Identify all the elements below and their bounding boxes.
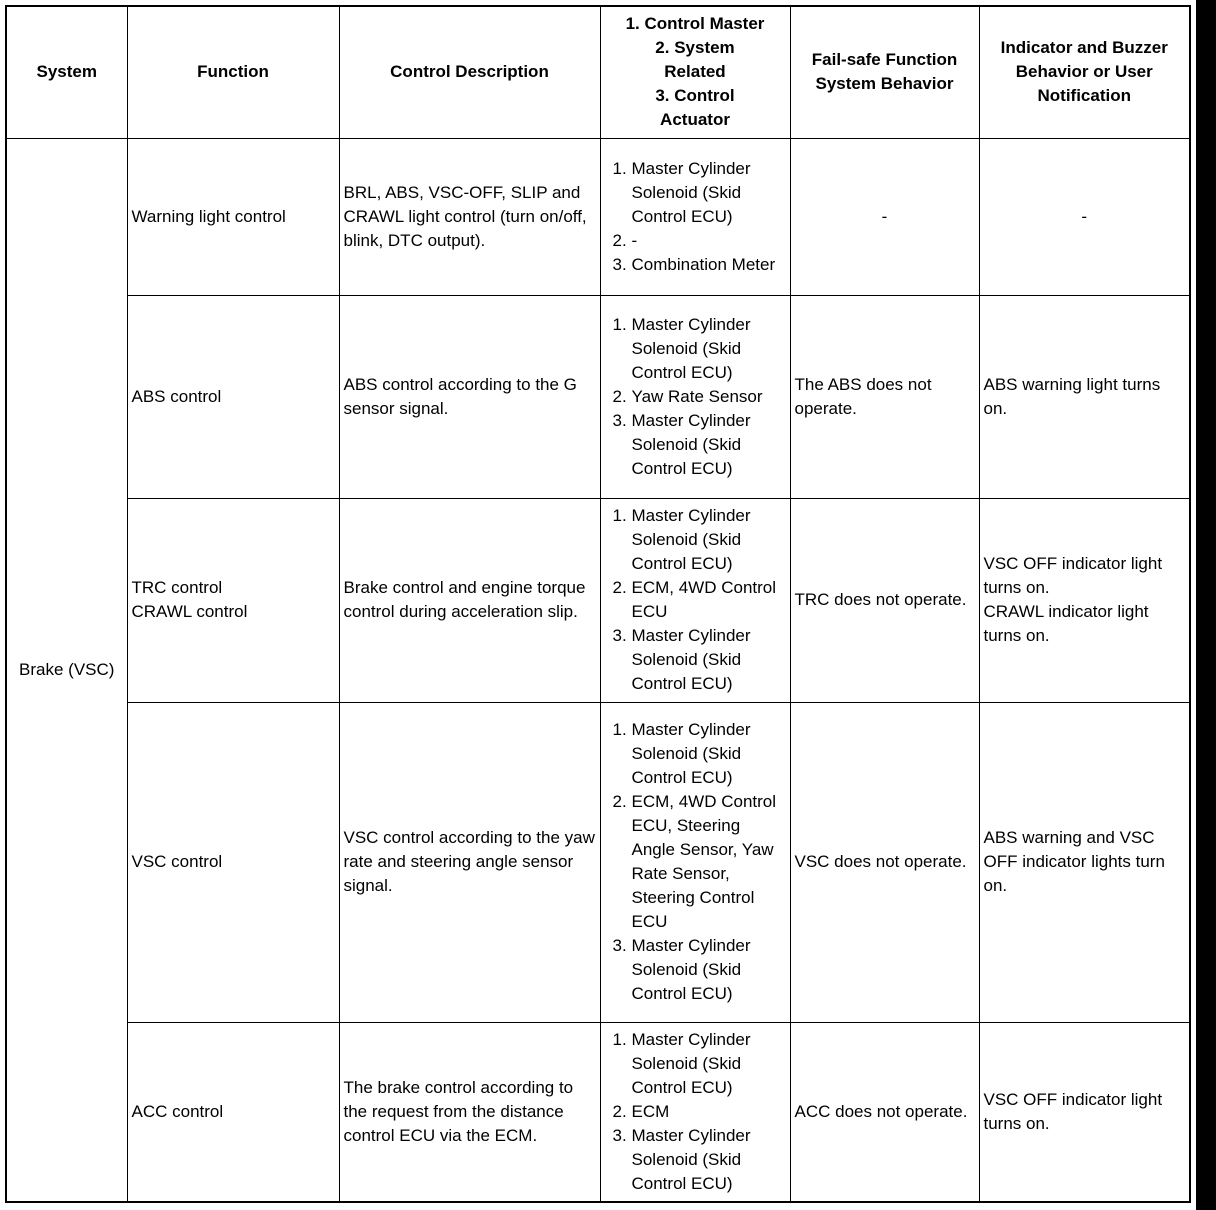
indicator-cell: ABS warning light turns on. (979, 295, 1190, 498)
control-list-cell (600, 1022, 790, 1202)
list-item (605, 624, 786, 696)
list-text: Master Cylinder Solenoid (Skid Control ECU) (631, 1029, 751, 1097)
list-text: Master Cylinder Solenoid (Skid Control ECU) (631, 936, 751, 1003)
function-cell: Warning light control (127, 138, 339, 295)
list-number: 3. (612, 410, 627, 430)
list-number: 1. (612, 1029, 627, 1049)
list-number: 1. (612, 158, 627, 178)
header-control-list-line: 2. System (655, 38, 735, 58)
function-cell: VSC control (127, 702, 339, 1022)
list-text: Master Cylinder Solenoid (Skid Control ECU) (631, 506, 751, 573)
list-item (605, 409, 786, 481)
list-text: Yaw Rate Sensor (631, 386, 763, 406)
control-list-cell (600, 138, 790, 295)
header-control-list (600, 6, 790, 138)
description-cell: VSC control according to the yaw rate and steering angle sensor signal. (339, 702, 600, 1022)
list-item (605, 718, 786, 790)
list-item (605, 157, 786, 229)
header-row (6, 6, 1190, 138)
description-cell: Brake control and engine torque control during acceleration slip. (339, 498, 600, 702)
function-cell: ABS control (127, 295, 339, 498)
list-number: 3. (612, 254, 627, 274)
list-number: 1. (612, 720, 627, 739)
list-number: 2. (612, 578, 627, 597)
header-fail-safe: Fail-safe Function System Behavior (790, 6, 979, 138)
header-control-list-line: Actuator (660, 110, 730, 130)
list-number: 1. (612, 506, 627, 525)
list-number: 2. (612, 792, 627, 811)
list-text: Master Cylinder Solenoid (Skid Control ECU) (631, 314, 751, 382)
list-item (605, 504, 786, 576)
page-edge-bar (1196, 0, 1216, 1210)
header-control-list-line: 3. Control (655, 86, 735, 106)
function-cell: ACC control (127, 1022, 339, 1202)
header-function: Function (127, 6, 339, 138)
list-item (605, 253, 786, 277)
header-control-description: Control Description (339, 6, 600, 138)
indicator-cell: VSC OFF indicator light turns on. (979, 1022, 1190, 1202)
list-item (605, 934, 786, 1006)
list-text: - (631, 230, 638, 250)
list-number: 2. (612, 386, 627, 406)
indicator-cell: ABS warning and VSC OFF indicator lights turn on. (979, 702, 1190, 1022)
table-row (6, 498, 1190, 702)
control-list-cell (600, 498, 790, 702)
list-text: ECM, 4WD Control ECU (631, 578, 777, 621)
indicator-cell: VSC OFF indicator light turns on. CRAWL indicator light turns on. (979, 498, 1190, 702)
fail-safe-cell: The ABS does not operate. (790, 295, 979, 498)
list-number: 1. (612, 314, 627, 334)
control-list-cell (600, 295, 790, 498)
fail-safe-cell: ACC does not operate. (790, 1022, 979, 1202)
description-cell: The brake control according to the request from the distance control ECU via the ECM. (339, 1022, 600, 1202)
list-text: Master Cylinder Solenoid (Skid Control ECU) (631, 158, 751, 226)
indicator-cell: - (979, 138, 1190, 295)
header-control-list-line: 1. Control Master (625, 14, 765, 34)
list-item (605, 1028, 786, 1100)
function-cell: TRC control CRAWL control (127, 498, 339, 702)
table-row (6, 1022, 1190, 1202)
list-number: 3. (612, 936, 627, 955)
fail-safe-cell: VSC does not operate. (790, 702, 979, 1022)
list-item (605, 313, 786, 385)
system-cell: Brake (VSC) (6, 138, 127, 1202)
list-text: Master Cylinder Solenoid (Skid Control ECU) (631, 626, 751, 693)
list-text: ECM (631, 1101, 670, 1121)
list-text: Combination Meter (631, 254, 776, 274)
description-cell: BRL, ABS, VSC-OFF, SLIP and CRAWL light control (turn on/off, blink, DTC output). (339, 138, 600, 295)
system-function-table (5, 5, 1191, 1203)
list-item (605, 385, 786, 409)
list-number: 2. (612, 230, 627, 250)
list-text: Master Cylinder Solenoid (Skid Control ECU) (631, 410, 751, 478)
header-indicator: Indicator and Buzzer Behavior or User Notification (979, 6, 1190, 138)
list-text: Master Cylinder Solenoid (Skid Control ECU) (631, 720, 751, 787)
table-row (6, 702, 1190, 1022)
table-row (6, 295, 1190, 498)
list-text: Master Cylinder Solenoid (Skid Control ECU) (631, 1125, 751, 1193)
list-item (605, 576, 786, 624)
table-row (6, 138, 1190, 295)
list-number: 3. (612, 626, 627, 645)
list-text: ECM, 4WD Control ECU, Steering Angle Sensor, Yaw Rate Sensor, Steering Control ECU (631, 792, 777, 931)
list-item (605, 1100, 786, 1124)
header-system: System (6, 6, 127, 138)
control-list-cell (600, 702, 790, 1022)
fail-safe-cell: TRC does not operate. (790, 498, 979, 702)
list-item (605, 790, 786, 934)
list-number: 3. (612, 1125, 627, 1145)
fail-safe-cell: - (790, 138, 979, 295)
list-item (605, 229, 786, 253)
list-item (605, 1124, 786, 1196)
description-cell: ABS control according to the G sensor signal. (339, 295, 600, 498)
header-control-list-line: Related (664, 62, 726, 82)
list-number: 2. (612, 1101, 627, 1121)
